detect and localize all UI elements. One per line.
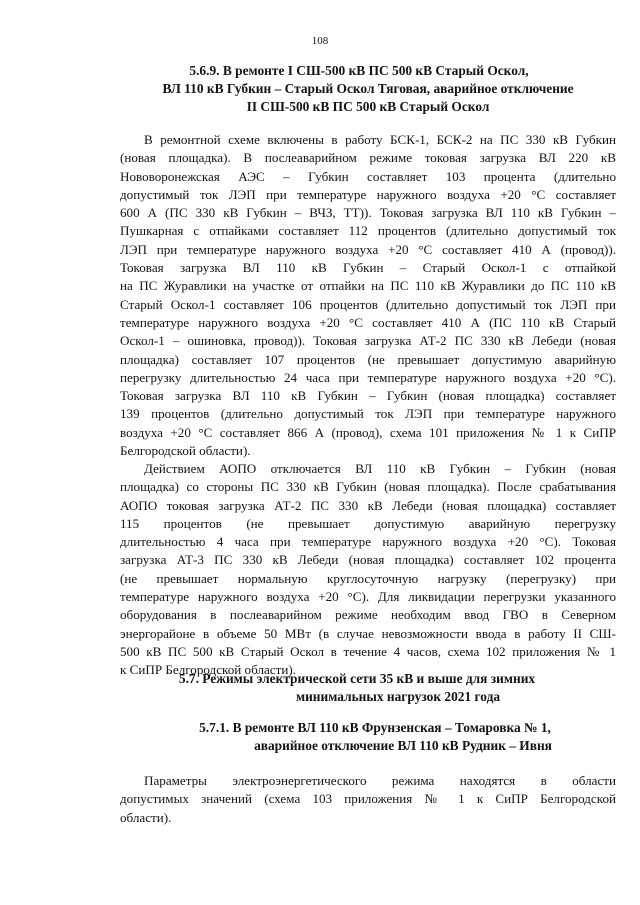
heading-line: 5.6.9. В ремонте I СШ-500 кВ ПС 500 кВ Старый Оскол, — [189, 63, 529, 78]
heading-line: 5.7.1. В ремонте ВЛ 110 кВ Фрунзенская – Томаровка № 1, — [199, 720, 551, 735]
text-line: к СиПР Белгородской области). — [120, 662, 296, 678]
text-line: температуре наружного воздуха +20 °С составляет 410 А (ПС 110 кВ Старый — [120, 314, 616, 330]
text-line: 600 А (ПС 330 кВ Губкин – ВЧЗ, ТТ)). Токовая загрузка ВЛ 110 кВ Губкин – — [120, 205, 616, 221]
text-line: площадка) составляет 107 процентов (не превышает допустимую аварийную — [120, 351, 616, 367]
text-line: 139 процентов (длительно допустимый ток ЛЭП при температуре наружного — [120, 406, 616, 422]
text-line: Токовая загрузка ВЛ 110 кВ Губкин – Губкин (новая площадка) составляет — [120, 388, 616, 404]
paragraph-aopo-action — [120, 460, 616, 680]
heading-line: минимальных нагрузок 2021 года — [295, 689, 501, 704]
section-heading-5-7 — [120, 670, 616, 706]
text-line: Старый Оскол-1 составляет 106 процентов (длительно допустимый ток ЛЭП при — [120, 296, 616, 312]
text-line: Белгородской области). — [120, 443, 251, 459]
text-line: площадка) со стороны ПС 330 кВ Губкин (новая площадка). После срабатывания — [120, 479, 616, 495]
heading-line: II СШ-500 кВ ПС 500 кВ Старый Оскол — [246, 99, 490, 114]
text-line: Токовая загрузка ВЛ 110 кВ Губкин – Старый Оскол-1 с отпайкой — [120, 260, 616, 276]
text-line: Нововоронежская АЭС – Губкин составляет 103 процента (длительно — [120, 168, 616, 184]
text-line: энергорайоне в объеме 50 МВт (в случае невозможности ввода в работу II СШ- — [120, 625, 616, 641]
section-heading-5-7-1 — [120, 719, 616, 755]
text-line: (не превышает нормальную круглосуточную нагрузку (перегрузку) при — [120, 570, 616, 586]
text-line: перегрузку длительностью 24 часа при температуре наружного воздуха +20 °С). — [120, 369, 616, 385]
text-line: Действием АОПО отключается ВЛ 110 кВ Губкин – Губкин (новая — [144, 461, 616, 476]
text-line: 115 процентов (не превышает допустимую аварийную перегрузку — [120, 515, 616, 531]
heading-line: аварийное отключение ВЛ 110 кВ Рудник – Ивня — [254, 738, 552, 753]
section-heading-5-6-9 — [120, 62, 616, 116]
text-line: воздуха +20 °С составляет 866 А (провод), схема 101 приложения № 1 к СиПР — [120, 424, 616, 440]
page-number: 108 — [311, 35, 329, 47]
text-line: оборудования в послеаварийном режиме необходим ввод ГВО в Северном — [120, 607, 616, 623]
text-line: длительностью 4 часа при температуре наружного воздуха +20 °С). Токовая — [120, 534, 616, 550]
text-line: ЛЭП при температуре наружного воздуха +20 °С составляет 410 А (провод)). — [120, 241, 616, 257]
text-line: области). — [120, 809, 172, 825]
text-line: на ПС Журавлики на участке от отпайки на ПС 110 кВ Журавлики до ПС 110 кВ — [120, 278, 616, 294]
text-line: Параметры электроэнергетического режима находятся в области — [144, 773, 616, 788]
text-line: допустимых значений (схема 103 приложения № 1 к СиПР Белгородской — [120, 791, 616, 807]
paragraph-repair-scheme — [120, 131, 616, 460]
text-line: Пушкарная с отпайками составляет 112 процентов (длительно допустимый ток — [120, 223, 616, 239]
heading-line: ВЛ 110 кВ Губкин – Старый Оскол Тяговая, аварийное отключение — [162, 81, 574, 96]
text-line: (новая площадка). В послеаварийном режиме токовая загрузка ВЛ 220 кВ — [120, 150, 616, 166]
paragraph-regime-parameters — [120, 772, 616, 827]
text-line: Оскол-1 – ошиновка, провод)). Токовая загрузка АТ-2 ПС 330 кВ Лебеди (новая — [120, 333, 616, 349]
text-line: АОПО токовая загрузка АТ-2 ПС 330 кВ Лебеди (новая площадка) составляет — [120, 497, 616, 513]
text-line: 500 кВ ПС 500 кВ Старый Оскол в течение 4 часов, схема 102 приложения № 1 — [120, 643, 616, 659]
text-line: В ремонтной схеме включены в работу БСК-1, БСК-2 на ПС 330 кВ Губкин — [144, 132, 616, 147]
heading-line: 5.7. Режимы электрической сети 35 кВ и выше для зимних — [178, 671, 536, 686]
text-line: загрузка АТ-3 ПС 330 кВ Лебеди (новая площадка) составляет 102 процента — [120, 552, 616, 568]
text-line: температуре наружного воздуха +20 °С). Для ликвидации перегрузки указанного — [120, 589, 616, 605]
text-line: допустимый ток ЛЭП при температуре наружного воздуха +20 °С составляет — [120, 186, 616, 202]
